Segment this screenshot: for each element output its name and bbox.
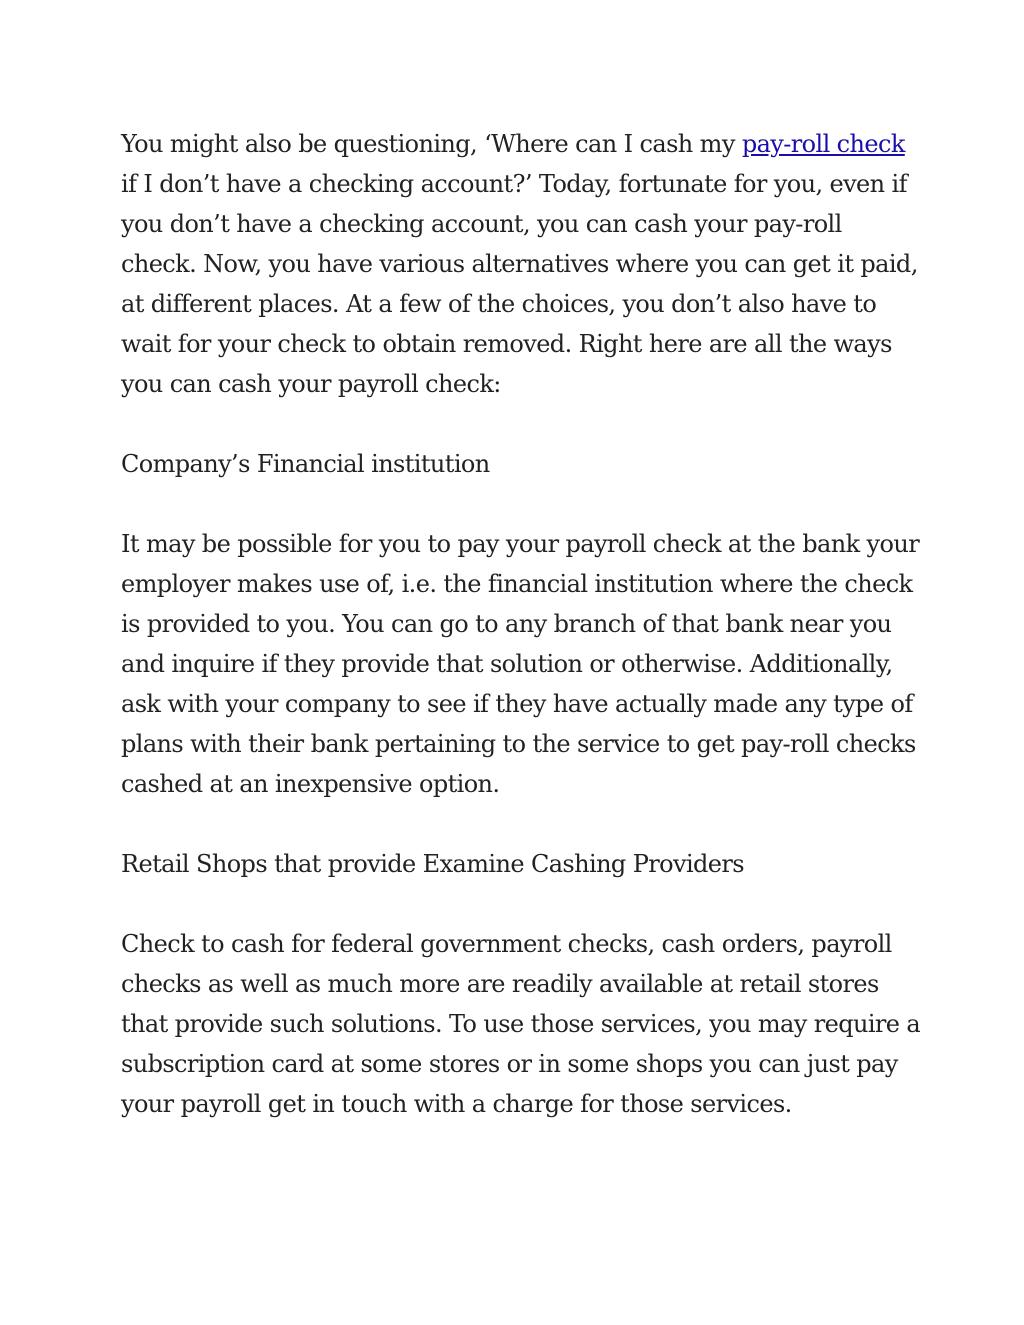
payroll-check-link[interactable]: pay-roll check bbox=[741, 130, 905, 158]
document-page bbox=[121, 124, 921, 1164]
section-heading-retail-shops: Retail Shops that provide Examine Cashing Providers bbox=[121, 850, 744, 878]
section-heading-employer-bank: Company’s Financial institution bbox=[121, 450, 490, 478]
intro-text-after-link: if I don’t have a checking account?’ Today, fortunate for you, even if you don’t have a checking account, you can cash your pay-roll check. Now, you have various alternatives where you can get it paid, at different places. At a few of the choices, you don’t also have to wait for your check to obtain removed. Right here are all the ways you can cash your payroll check: bbox=[121, 170, 918, 398]
intro-paragraph bbox=[121, 124, 921, 404]
intro-text-before-link: You might also be questioning, ‘Where can I cash my bbox=[121, 130, 742, 158]
section-body-retail-shops: Check to cash for federal government checks, cash orders, payroll checks as well as much more are readily available at retail stores that provide such solutions. To use those services, you may require a subscription card at some stores or in some shops you can just pay your payroll get in touch with a charge for those services. bbox=[121, 930, 921, 1118]
section-body-employer-bank: It may be possible for you to pay your payroll check at the bank your employer makes use of, i.e. the financial institution where the check is provided to you. You can go to any branch of that bank near you and inquire if they provide that solution or otherwise. Additionally, ask with your company to see if they have actually made any type of plans with their bank pertaining to the service to get pay-roll checks cashed at an inexpensive option. bbox=[121, 530, 920, 798]
